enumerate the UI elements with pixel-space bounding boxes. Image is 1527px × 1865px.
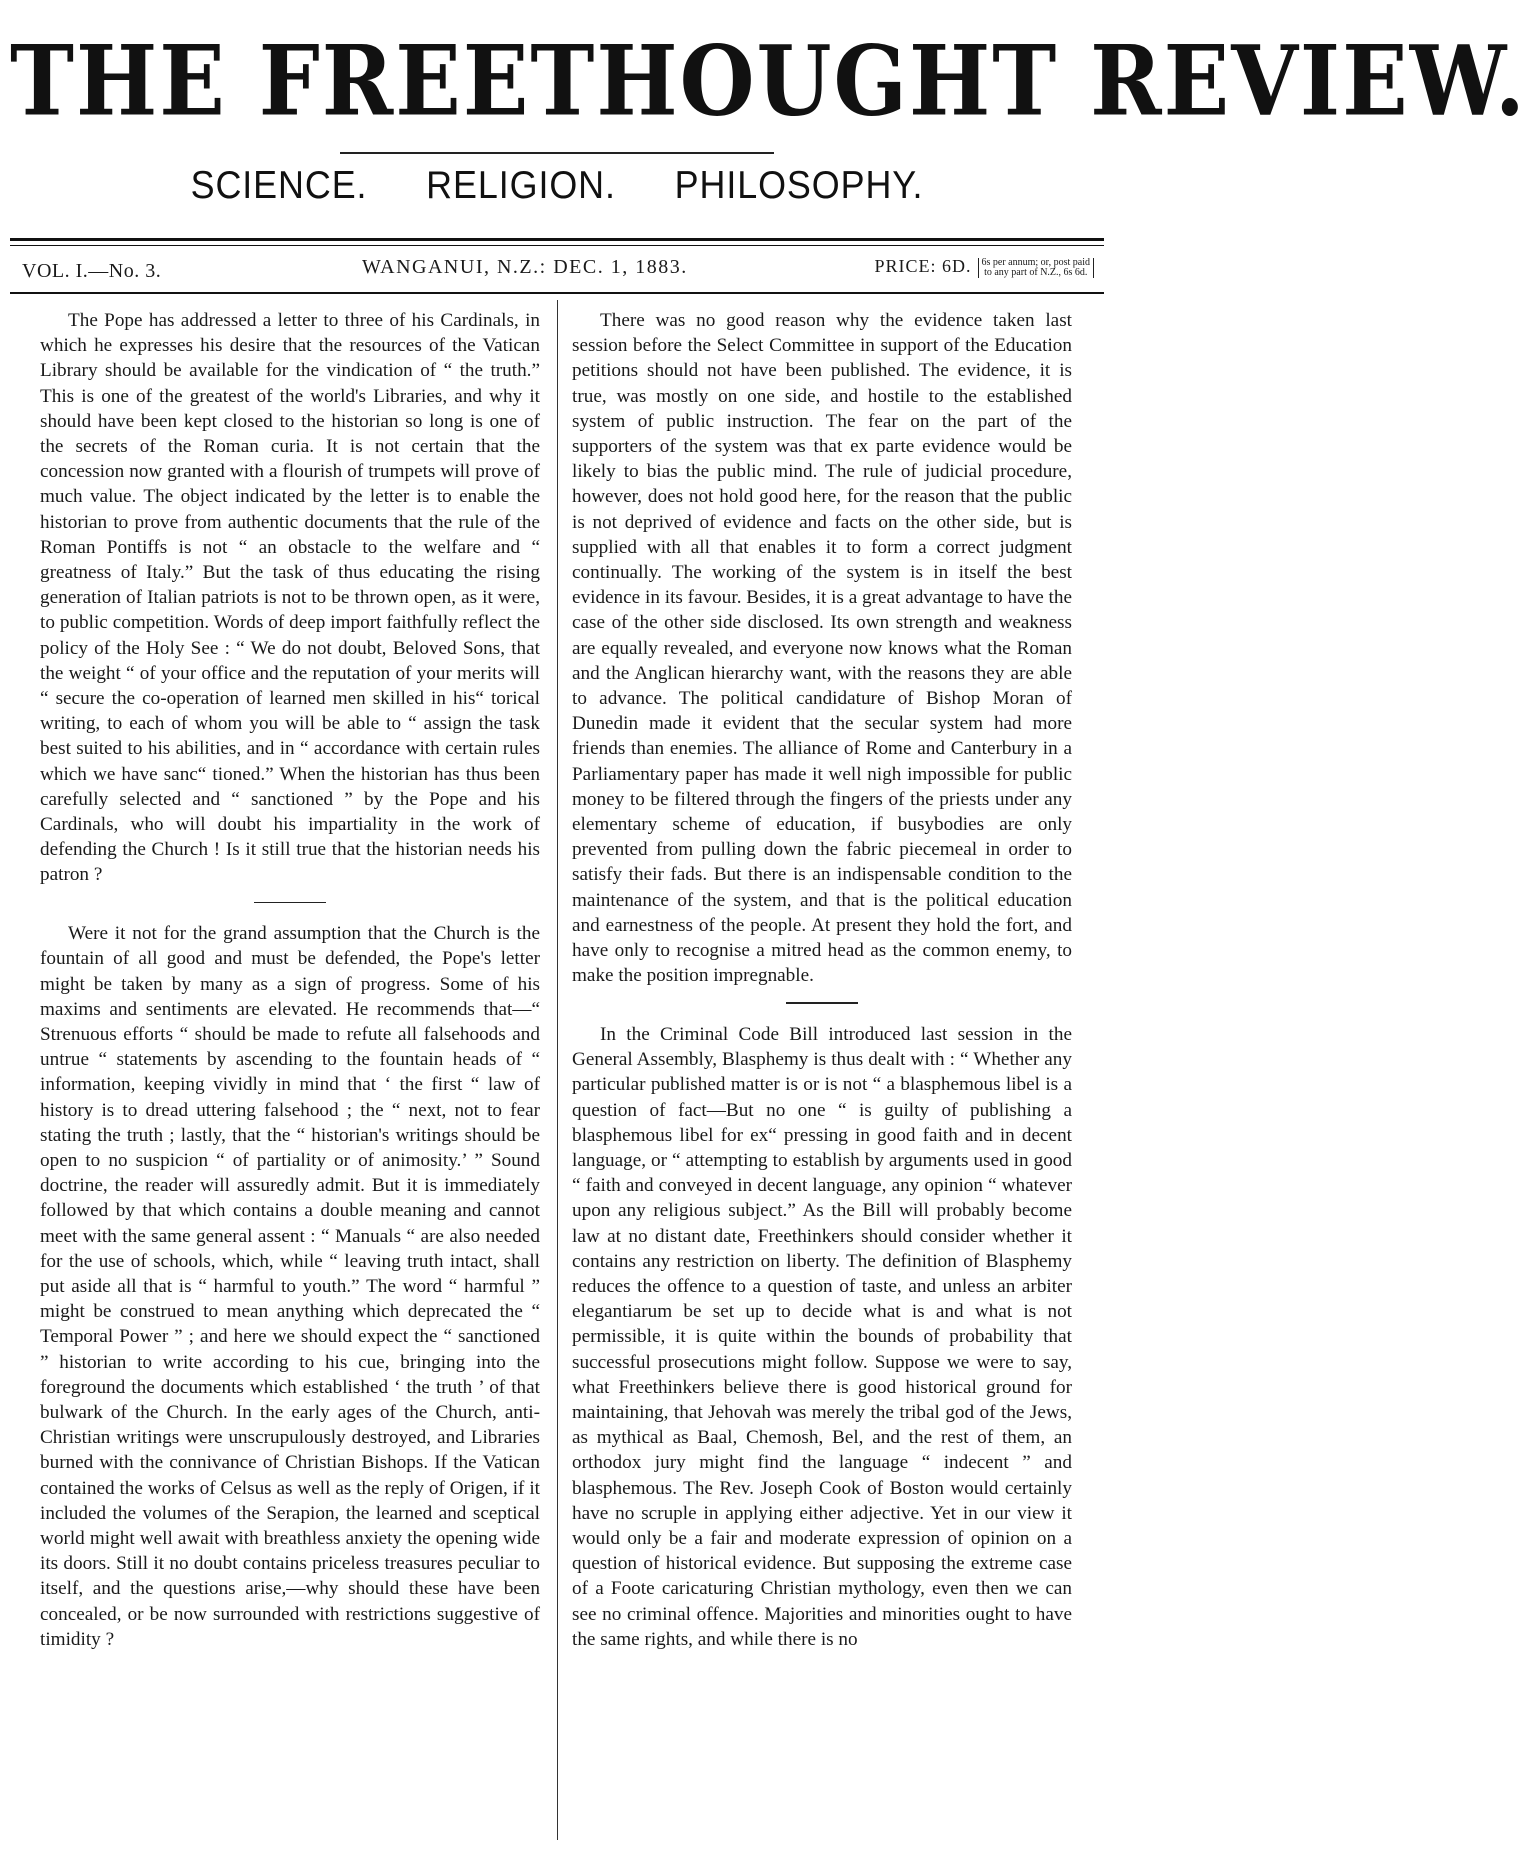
article-paragraph: Were it not for the grand assumption that the Church is the fountain of all good and must be defended, the Pope's letter might be taken by many as a sign of progress. Some of his maxims and sentiments are elevated. He recommends that—“ Strenuous efforts “ should be made to refute all falsehoods and untrue “ statements by ascending to the fountain heads of “ information, keeping vividly in mind that ‘ the first “ law of history is to dread uttering falsehood ; the “ next, not to fear stating the truth ; lastly, that the “ historian's writings should be open to no suspicion “ of partiality or of animosity.’ ” Sound doctrine, the reader will assuredly admit. But it is immediately followed by that which contains a double meaning and cannot meet with the same general assent : “ Manuals “ are also needed for the use of schools, which, while “ leaving truth intact, shall put aside all that is “ harmful to youth.” The word “ harmful ” might be construed to mean anything which deprecated the “ Temporal Power ” ; and here we should expect the “ sanctioned ” historian to write according to his cue, bringing into the foreground the documents which established ‘ the truth ’ of that bulwark of the Church. In the early ages of the Church, anti-Christian writings were unscrupulously destroyed, and Libraries burned with the connivance of Christian Bishops. If the Vatican contained the works of Celsus as well as the reply of Origen, if it included the volumes of the Serapion, the learned and sceptical world might well await with breathless anxiety the opening wide its doors. Still it no doubt contains priceless treasures peculiar to itself, and the questions arise,—why should these have been concealed, or be now surrounded with restrictions suggestive of timidity ? (40, 923, 540, 1650)
header-rule-thin (10, 245, 1104, 246)
header-rule-thick (10, 238, 1104, 241)
subtitle-religion: RELIGION. (426, 164, 616, 207)
price-note-line-2: to any part of N.Z., 6s 6d. (984, 266, 1088, 278)
article-paragraph: There was no good reason why the evidence taken last session before the Select Committee in support of the Education petitions should not have been published. The evidence, it is true, was mostly on one side, and hostile to the established system of public instruction. The fear on the part of the supporters of the system was that ex parte evidence would be likely to bias the public mind. The rule of judicial procedure, however, does not hold good here, for the reason that the public is not deprived of evidence and facts on the other side, but is supplied with all that enables it to form a correct judgment continually. The working of the system is in itself the best evidence in its favour. Besides, it is a great advantage to have the case of the other side disclosed. Its own strength and weakness are equally revealed, and everyone now knows what the Roman and the Anglican hierarchy want, with the reasons they are able to advance. The political candidature of Bishop Moran of Dunedin made it evident that the secular system had more friends than enemies. The alliance of Rome and Canterbury in a Parliamentary paper has made it well nigh impossible for public money to be filtered through the fingers of the priests under any elementary scheme of education, if busybodies are only prevented from pulling down the fabric piecemeal in order to satisfy their fads. But there is an indispensable condition to the maintenance of the system, and that is the political education and earnestness of the people. At present they hold the fort, and have only to recognise a mitred head as the common enemy, to make the position impregnable. (572, 310, 1072, 987)
price (875, 256, 1095, 278)
section-separator (786, 1002, 858, 1004)
price-label: PRICE: 6D. (874, 256, 972, 276)
price-note (978, 258, 1094, 278)
masthead (10, 22, 1527, 142)
issue-rule (10, 292, 1104, 294)
price-note-line-1: 6s per annum; or, post paid (981, 256, 1090, 268)
article-paragraph: In the Criminal Code Bill introduced last session in the General Assembly, Blasphemy is thus dealt with : “ Whether any particular published matter is or is not “ a blasphemous libel is a question of fact—But no one “ is guilty of publishing a blasphemous libel for ex“ pressing in good faith and in decent language, or “ attempting to establish by arguments used in good “ faith and conveyed in decent language, any opinion “ whatever upon any religious subject.” As the Bill will probably become law at no distant date, Freethinkers should consider whether it contains any restriction on liberty. The definition of Blasphemy reduces the offence to a question of taste, and unless an arbiter elegantiarum be set up to decide what is and what is not permissible, it is quite within the bounds of probability that successful prosecutions might follow. Suppose we were to say, what Freethinkers believe there is good historical ground for maintaining, that Jehovah was merely the tribal god of the Jews, as mythical as Baal, Chemosh, Bel, and the rest of them, an orthodox jury might find the language “ indecent ” and blasphemous. The Rev. Joseph Cook of Boston would certainly have no scruple in applying either adjective. Yet in our view it would only be a fair and moderate expression of opinion on a question of historical evidence. But supposing the extreme case of a Foote caricaturing Christian mythology, even then we can see no criminal offence. Majorities and minorities ought to have the same rights, and while there is no (572, 1023, 1072, 1650)
place-date: WANGANUI, N.Z.: DEC. 1, 1883. (362, 256, 688, 278)
right-column (572, 308, 1072, 1652)
volume-number: VOL. I.—No. 3. (22, 260, 162, 282)
column-divider (557, 300, 558, 1840)
masthead-title (10, 15, 1527, 149)
subtitle-science: SCIENCE. (190, 164, 368, 207)
left-column (40, 308, 540, 1652)
subtitle (45, 164, 1070, 208)
subtitle-philosophy: PHILOSOPHY. (674, 164, 924, 207)
section-separator (254, 902, 326, 904)
article-paragraph: The Pope has addressed a letter to three of his Cardinals, in which he expresses his desire that the resources of the Vatican Library should be available for the vindication of “ the truth.” This is one of the greatest of the world's Libraries, and why it should have been kept closed to the historian so long is one of the secrets of the Roman curia. It is not certain that the concession now granted with a flourish of trumpets will prove of much value. The object indicated by the letter is to enable the historian to prove from authentic documents that the rule of the Roman Pontiffs is not “ an obstacle to the welfare and “ greatness of Italy.” But the task of thus educating the rising generation of Italian patriots is not to be thrown open, as it were, to public competition. Words of deep import faithfully reflect the policy of the Holy See : “ We do not doubt, Beloved Sons, that the weight “ of your office and the reputation of your merits will “ secure the co-operation of learned men skilled in his“ torical writing, to each of whom you will be able to “ assign the task best suited to his abilities, and in “ accordance with certain rules which we have sanc“ tioned.” When the historian has thus been carefully selected and “ sanctioned ” by the Pope and his Cardinals, who will doubt his impartiality in the work of defending the Church ! Is it still true that the historian needs his patron ? (40, 310, 540, 886)
masthead-rule (340, 152, 774, 154)
masthead-title-text: THE FREETHOUGHT REVIEW. (10, 24, 1527, 138)
issue-bar (22, 256, 1094, 286)
